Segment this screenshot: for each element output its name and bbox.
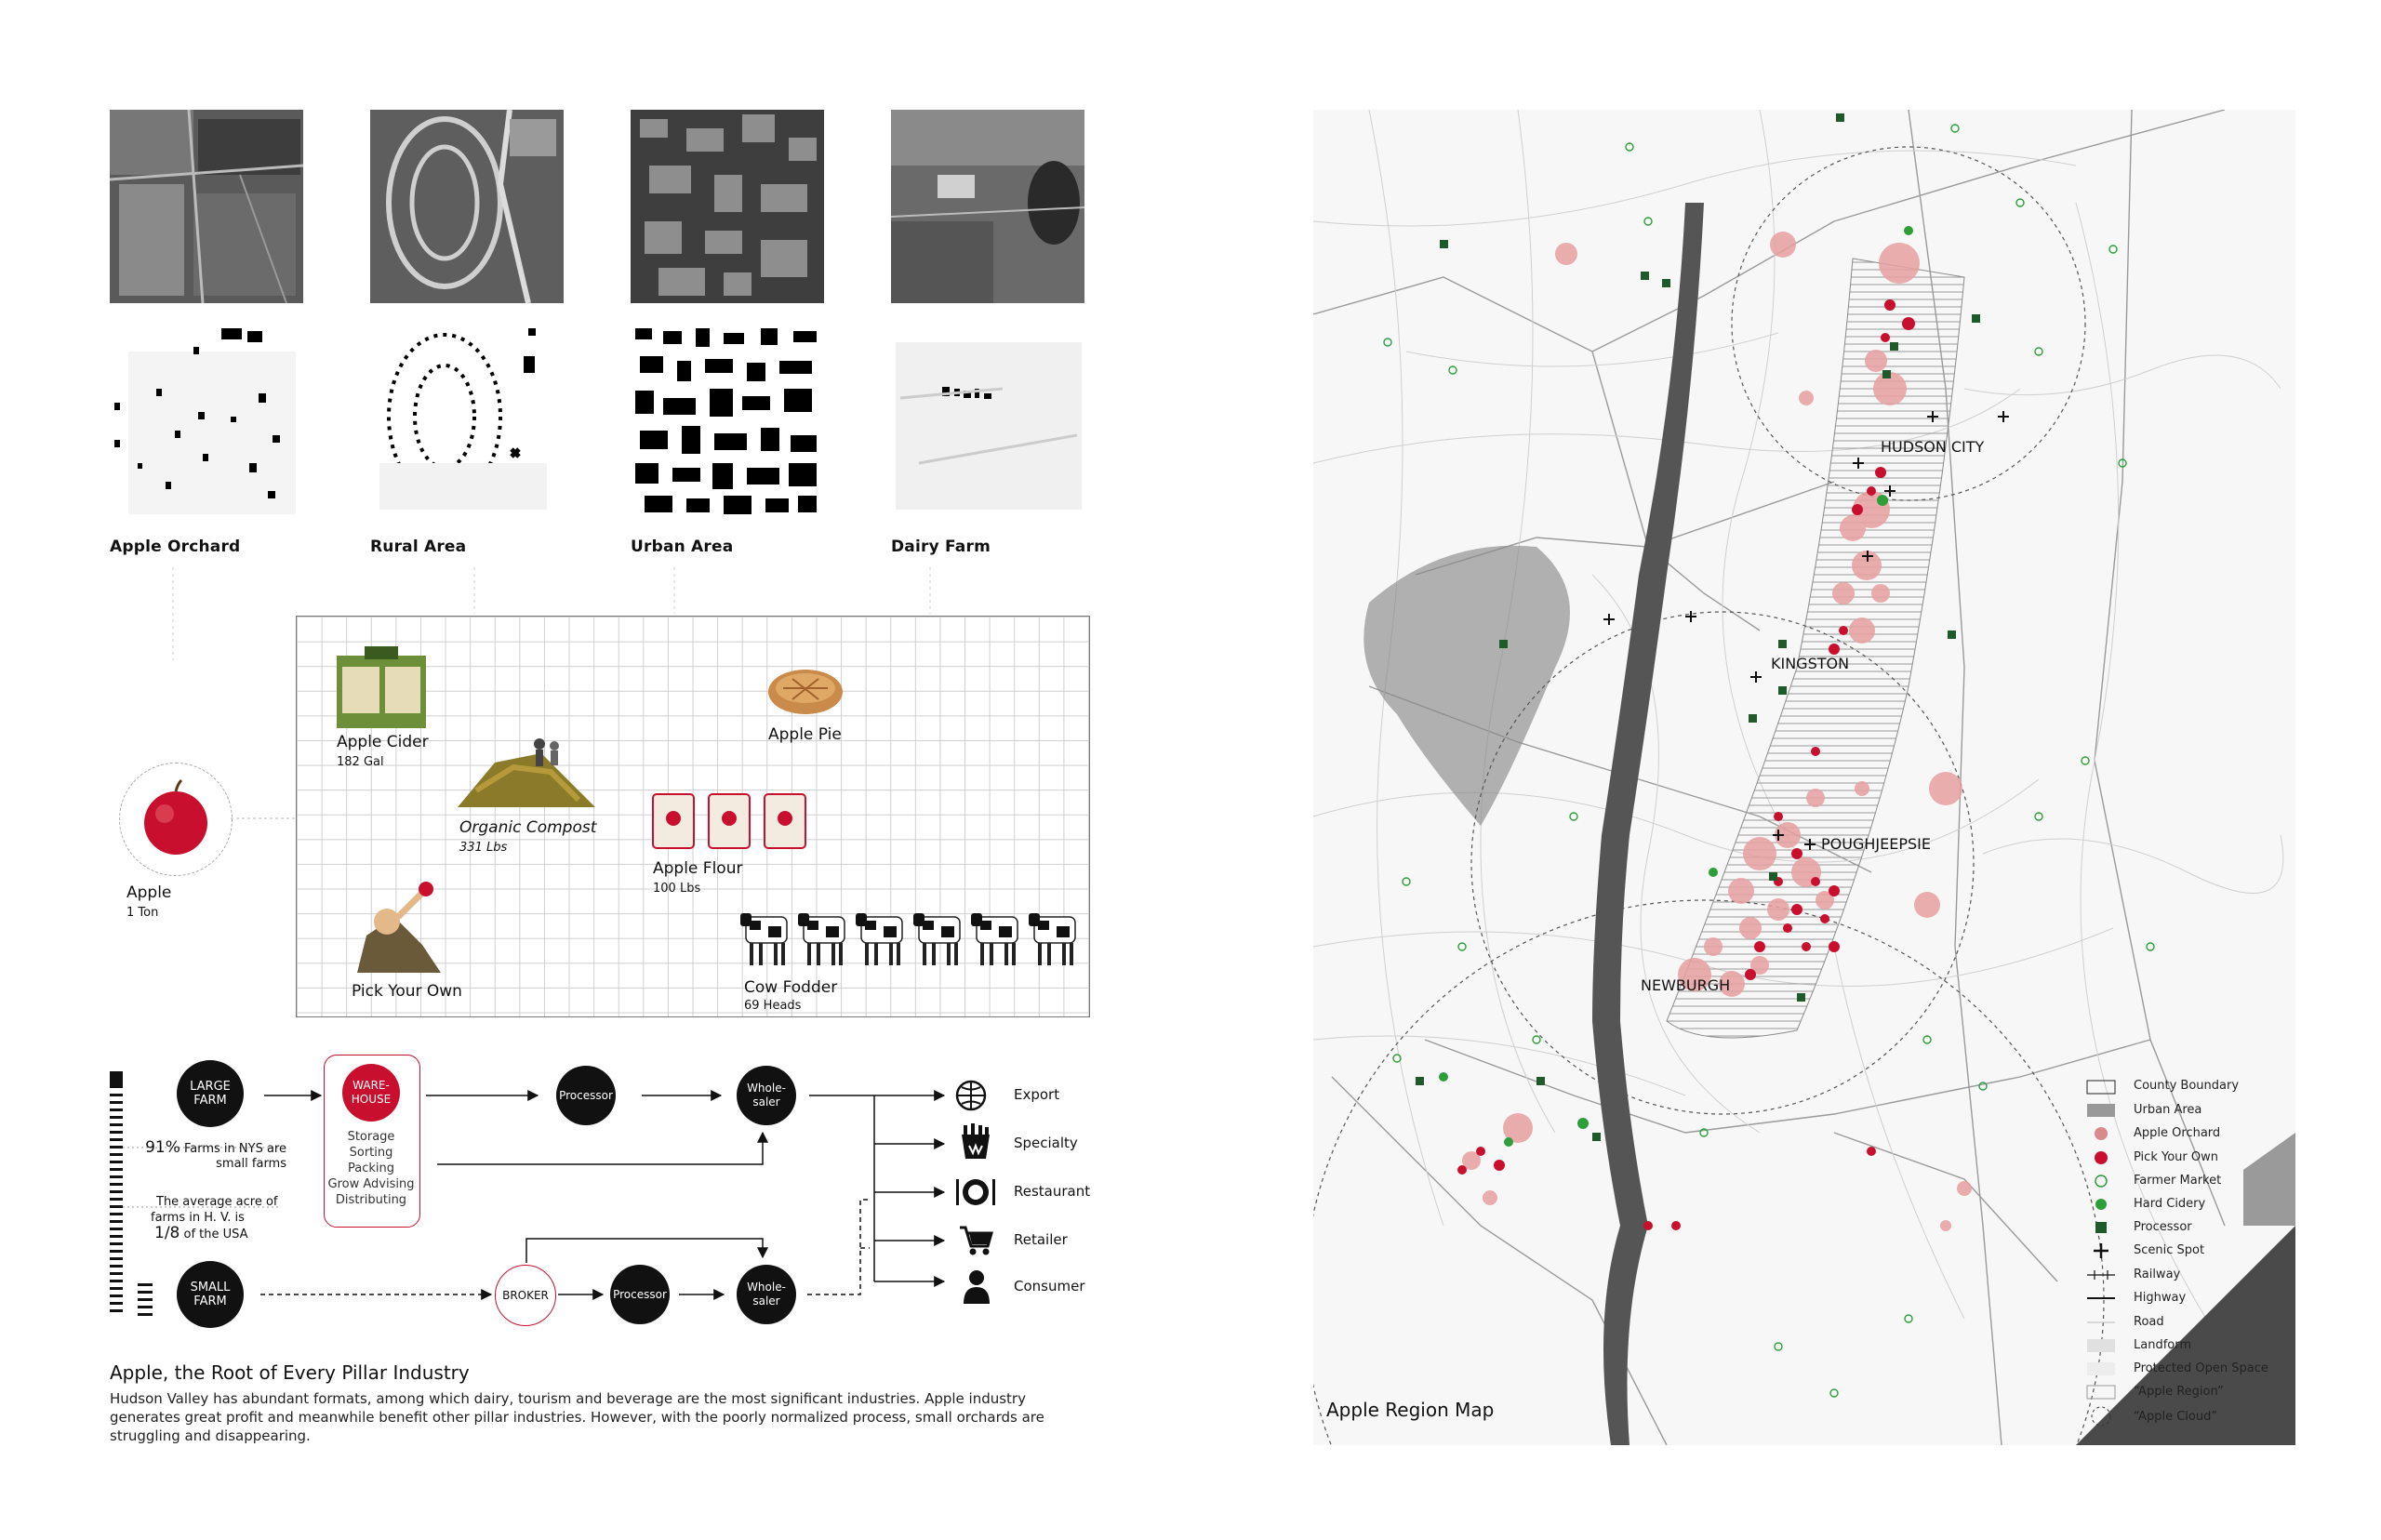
output-retailer: Retailer	[1014, 1231, 1068, 1248]
broker-node: BROKER	[495, 1265, 556, 1326]
legend-item: Landform	[2134, 1338, 2192, 1352]
pick-your-own-image	[348, 880, 450, 973]
stat2-text-b: farms in H. V. is	[151, 1211, 245, 1225]
legend-symbols	[2083, 1077, 2121, 1440]
legend-item: Processor	[2134, 1220, 2192, 1234]
stat-small-farms	[138, 1140, 286, 1172]
apple-pie-image	[765, 662, 846, 718]
legend-item: Protected Open Space	[2134, 1361, 2268, 1375]
product-flour-qty: 100 Lbs	[653, 882, 701, 896]
output-export: Export	[1014, 1086, 1060, 1103]
warehouse-tasks	[324, 1129, 419, 1208]
legend-item: Railway	[2134, 1268, 2181, 1281]
warehouse-task: Distributing	[335, 1193, 407, 1207]
caption-body: Hudson Valley has abundant formats, among which dairy, tourism and beverage are the most significant industries. Apple industry generates great profit and meanwhile benefit other pillar industries. However, with the poorly normalized process, small orchards are struggling and disappearing.	[110, 1390, 1044, 1444]
flow-connectors	[0, 1032, 1116, 1348]
legend-item: Hard Cidery	[2134, 1197, 2206, 1211]
warehouse-task: Sorting	[349, 1146, 393, 1160]
cider-pack-image	[337, 646, 426, 728]
stat-acreage	[138, 1194, 286, 1242]
aerial-photo-urban-area	[631, 110, 824, 303]
restaurant-plate-icon	[954, 1175, 997, 1209]
warehouse-task: Packing	[347, 1162, 394, 1175]
caption-title: Apple, the Root of Every Pillar Industry	[110, 1361, 470, 1384]
apple-connector	[231, 816, 298, 820]
stat2-value: 1/8	[154, 1224, 180, 1242]
aerial-photo-apple-orchard	[110, 110, 303, 303]
stat1-value: 91%	[145, 1138, 180, 1157]
product-cider-name: Apple Cider	[337, 733, 429, 751]
large-farm-node: LARGE FARM	[177, 1060, 244, 1127]
legend-item: “Apple Cloud”	[2134, 1410, 2218, 1424]
processor-node-2: Processor	[610, 1265, 670, 1324]
apple-circle	[119, 763, 233, 876]
stat2-text-c: of the USA	[183, 1228, 248, 1241]
product-pick-name: Pick Your Own	[352, 982, 462, 1001]
figure-ground-urban-area	[631, 324, 824, 517]
legend-item: Urban Area	[2134, 1103, 2202, 1117]
apple-icon	[120, 763, 232, 875]
aerial-photo-rural-area	[370, 110, 564, 303]
output-restaurant: Restaurant	[1014, 1183, 1091, 1200]
fries-icon	[958, 1123, 995, 1161]
wholesaler-node-2: Whole-saler	[737, 1265, 796, 1324]
apple-qty: 1 Ton	[126, 906, 159, 920]
tile-label-apple-orchard: Apple Orchard	[110, 538, 241, 556]
figure-ground-rural-area	[370, 324, 564, 517]
wholesaler-node-1: Whole-saler	[737, 1066, 796, 1125]
product-compost-name: Organic Compost	[459, 818, 597, 837]
warehouse-task: Storage	[347, 1130, 395, 1144]
output-specialty: Specialty	[1014, 1135, 1078, 1151]
product-compost-qty: 331 Lbs	[459, 841, 508, 855]
city-label-newburgh: NEWBURGH	[1641, 976, 1731, 994]
legend-item: County Boundary	[2134, 1079, 2240, 1093]
aerial-photo-dairy-farm	[891, 110, 1084, 303]
apple-name: Apple	[126, 883, 172, 902]
compost-pile-image	[458, 735, 595, 809]
product-fodder-name: Cow Fodder	[744, 978, 838, 997]
warehouse-node: WARE-HOUSE	[342, 1064, 400, 1122]
tile-label-dairy-farm: Dairy Farm	[891, 538, 991, 556]
globe-icon	[954, 1079, 991, 1112]
output-consumer: Consumer	[1014, 1278, 1085, 1294]
tile-label-urban-area: Urban Area	[631, 538, 734, 556]
product-pie-name: Apple Pie	[768, 725, 842, 744]
processor-node-1: Processor	[556, 1066, 616, 1125]
figure-ground-apple-orchard	[110, 324, 303, 517]
tile-label-rural-area: Rural Area	[370, 538, 467, 556]
legend-item: Road	[2134, 1315, 2164, 1329]
warehouse-task: Grow Advising	[327, 1177, 415, 1191]
city-label-hudson: HUDSON CITY	[1881, 438, 1985, 456]
legend-item: Apple Orchard	[2134, 1126, 2221, 1140]
product-cider-qty: 182 Gal	[337, 755, 384, 769]
cows-image	[740, 904, 1079, 975]
legend-item: Highway	[2134, 1291, 2187, 1305]
map-title: Apple Region Map	[1326, 1399, 1495, 1421]
person-icon	[962, 1268, 995, 1306]
city-label-poughkeepsie: POUGHJEEPSIE	[1821, 835, 1931, 853]
stat2-text-a: The average acre of	[156, 1195, 278, 1209]
stat1-text-a: Farms in NYS are	[184, 1142, 286, 1156]
figure-ground-dairy-farm	[891, 324, 1084, 517]
map-legend	[2083, 1077, 2288, 1440]
small-farm-node: SMALL FARM	[177, 1261, 244, 1328]
stat1-text-b: small farms	[216, 1157, 286, 1171]
legend-item: Scenic Spot	[2134, 1243, 2205, 1257]
shopping-cart-icon	[958, 1224, 995, 1257]
legend-item: Farmer Market	[2134, 1174, 2222, 1188]
legend-item: “Apple Region”	[2134, 1385, 2224, 1399]
flour-jars-image	[651, 790, 809, 850]
legend-item: Pick Your Own	[2134, 1150, 2218, 1164]
city-label-kingston: KINGSTON	[1771, 655, 1850, 672]
product-fodder-qty: 69 Heads	[744, 999, 802, 1013]
product-flour-name: Apple Flour	[653, 859, 743, 878]
